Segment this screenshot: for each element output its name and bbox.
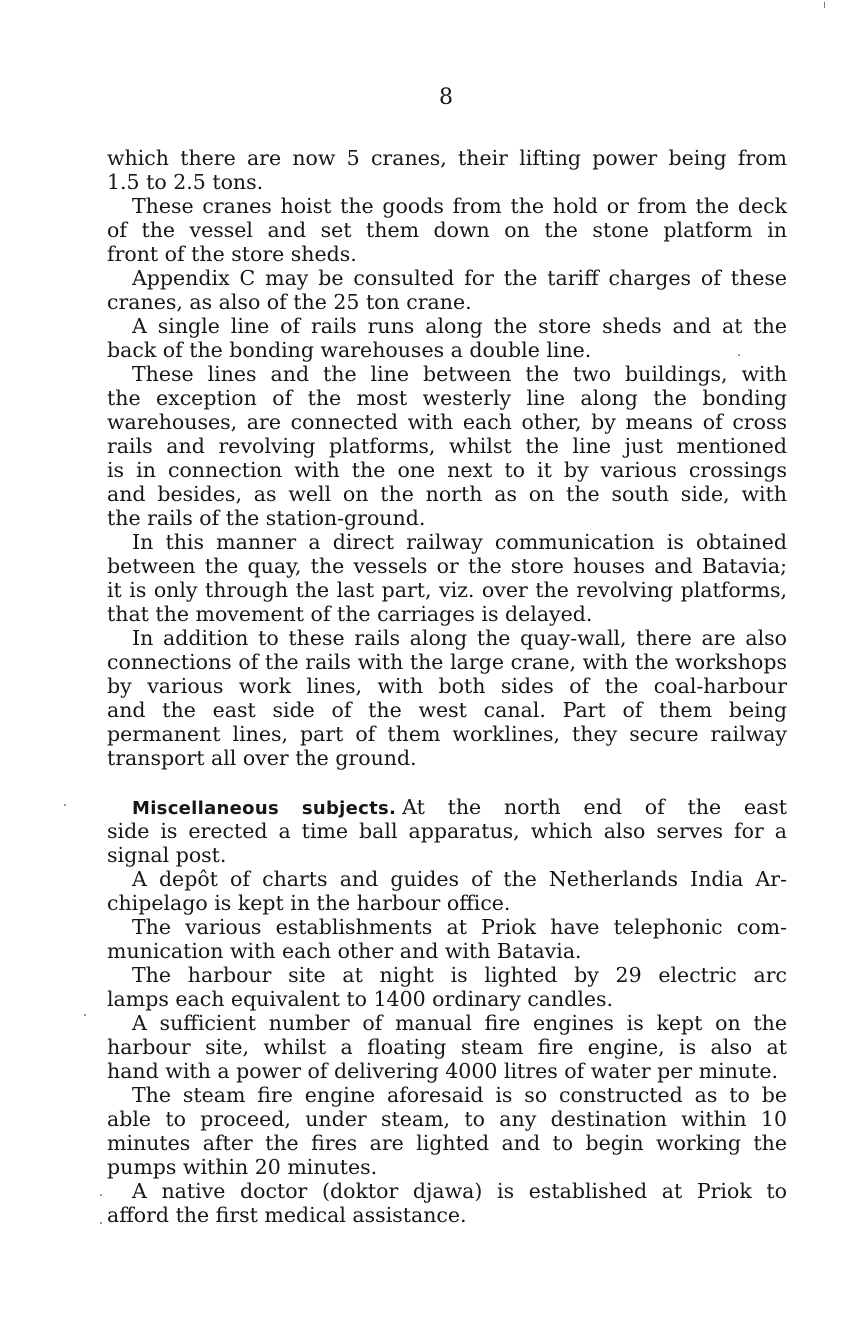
text-line: able to proceed, under steam, to any destination within 10 <box>107 1107 787 1131</box>
section-miscellaneous <box>107 795 787 1227</box>
text-line: lamps each equivalent to 1400 ordinary candles. <box>107 987 614 1011</box>
text-line: connections of the rails with the large crane, with the workshops <box>107 650 787 674</box>
section-heading: Miscellaneous subjects. <box>132 798 397 819</box>
text-line: harbour site, whilst a floating steam fire engine, is also at <box>107 1035 787 1059</box>
text-line: In addition to these rails along the quay-wall, there are also <box>132 626 787 650</box>
text-line: munication with each other and with Batavia. <box>107 939 582 963</box>
scan-speck <box>100 1222 102 1224</box>
text-line: The steam fire engine aforesaid is so constructed as to be <box>132 1083 787 1107</box>
text-line: by various work lines, with both sides of the coal-harbour <box>107 674 787 698</box>
text-line: it is only through the last part, viz. over the revolving platforms, <box>107 578 787 602</box>
text-line: The various establishments at Priok have telephonic com- <box>132 915 787 939</box>
text-line: A single line of rails runs along the store sheds and at the <box>132 314 787 338</box>
text-line: 1.5 to 2.5 tons. <box>107 170 264 194</box>
text-line: warehouses, are connected with each other, by means of cross <box>107 410 787 434</box>
text-line: These lines and the line between the two buildings, with <box>132 362 787 386</box>
text-line: of the vessel and set them down on the stone platform in <box>107 218 787 242</box>
paragraph <box>107 915 787 963</box>
text-line: the rails of the station-ground. <box>107 506 426 530</box>
scan-speck <box>738 354 740 356</box>
paragraph <box>107 795 787 867</box>
text-line: A depôt of charts and guides of the Netherlands India Ar- <box>132 867 787 891</box>
page-number: 8 <box>439 85 453 110</box>
text-line: that the movement of the carriages is delayed. <box>107 602 593 626</box>
paragraph <box>107 1179 787 1227</box>
paragraph <box>107 530 787 626</box>
text-line: A native doctor (doktor djawa) is established at Priok to <box>132 1179 787 1203</box>
paragraph <box>107 194 787 266</box>
scan-speck <box>64 804 66 806</box>
text-line: and besides, as well on the north as on the south side, with <box>107 482 787 506</box>
text-line: the exception of the most westerly line along the bonding <box>107 386 787 410</box>
text-line: signal post. <box>107 843 227 867</box>
scan-speck <box>824 2 825 8</box>
body-text <box>107 146 787 1227</box>
paragraph <box>107 626 787 770</box>
scan-speck <box>100 1194 102 1196</box>
scan-speck <box>84 1014 86 1016</box>
text-line: A sufficient number of manual fire engines is kept on the <box>132 1011 787 1035</box>
paragraph <box>107 867 787 915</box>
text-line: front of the store sheds. <box>107 242 357 266</box>
text-line: side is erected a time ball apparatus, which also serves for a <box>107 819 787 843</box>
section-gap <box>107 770 787 795</box>
text-line: hand with a power of delivering 4000 litres of water per minute. <box>107 1059 779 1083</box>
text-line: permanent lines, part of them worklines, they secure railway <box>107 722 787 746</box>
text-line: and the east side of the west canal. Part of them being <box>107 698 787 722</box>
text-line: chipelago is kept in the harbour office. <box>107 891 511 915</box>
paragraph <box>107 362 787 530</box>
text-line: back of the bonding warehouses a double line. <box>107 338 592 362</box>
paragraph <box>107 146 787 194</box>
section-first-line-text: At the north end of the east <box>402 795 787 819</box>
text-line: These cranes hoist the goods from the hold or from the deck <box>132 194 787 218</box>
paragraph <box>107 314 787 362</box>
text-line: Appendix C may be consulted for the tariff charges of these <box>132 266 787 290</box>
text-line: which there are now 5 cranes, their lifting power being from <box>107 146 787 170</box>
text-line: cranes, as also of the 25 ton crane. <box>107 290 472 314</box>
text-line: The harbour site at night is lighted by 29 electric arc <box>132 963 787 987</box>
paragraph <box>107 963 787 1011</box>
text-line: transport all over the ground. <box>107 746 417 770</box>
paragraph <box>107 1011 787 1083</box>
text-line: minutes after the fires are lighted and to begin working the <box>107 1131 787 1155</box>
text-line: afford the first medical assistance. <box>107 1203 467 1227</box>
text-line <box>107 795 787 819</box>
paragraph <box>107 1083 787 1179</box>
text-line: between the quay, the vessels or the store houses and Batavia; <box>107 554 787 578</box>
text-line: is in connection with the one next to it by various crossings <box>107 458 787 482</box>
text-line: rails and revolving platforms, whilst the line just mentioned <box>107 434 787 458</box>
text-line: In this manner a direct railway communication is obtained <box>132 530 787 554</box>
text-line: pumps within 20 minutes. <box>107 1155 378 1179</box>
paragraph <box>107 266 787 314</box>
